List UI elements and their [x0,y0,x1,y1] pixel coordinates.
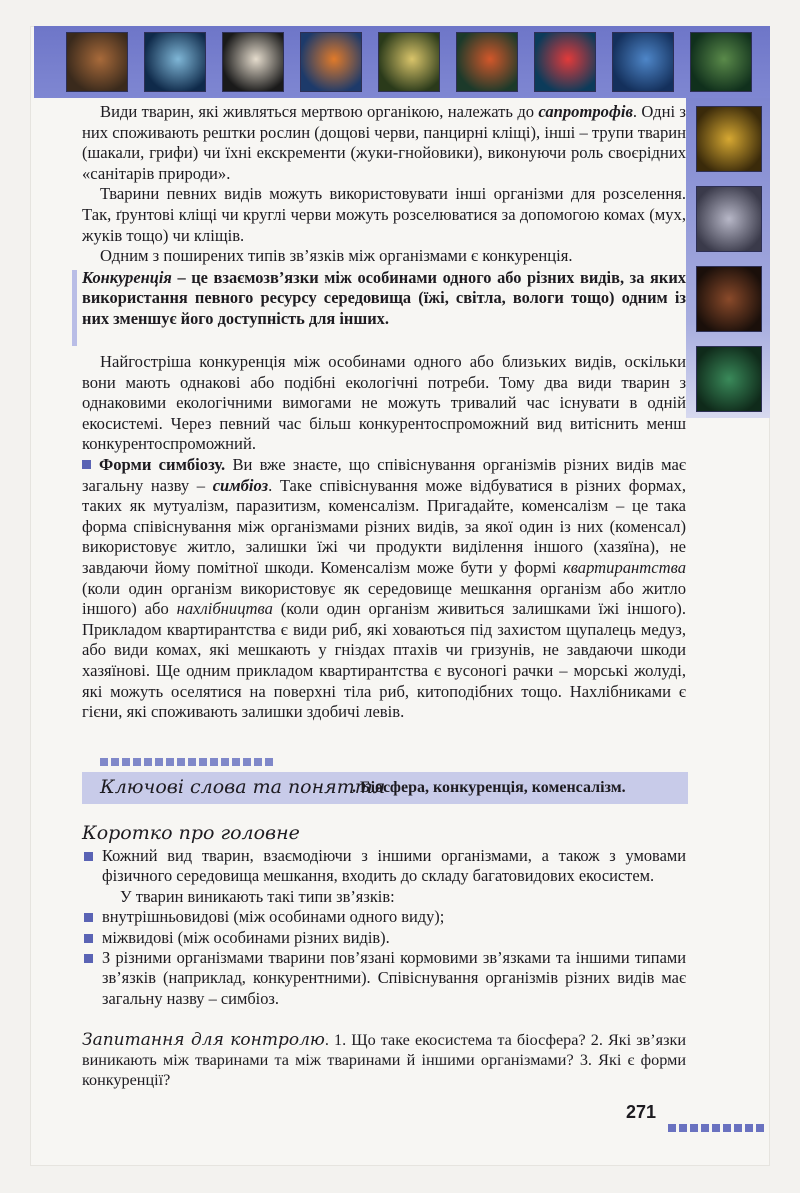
questions-text: . 1. Що таке екосистема та біосфера? 2. Які зв’язки виникають між тваринами та між тваринами й іншими організмами? 3. Які є форми конкуренції? [82,1031,686,1090]
control-questions [82,1030,686,1091]
keywords-decoration [100,758,273,768]
decor-square [254,758,262,766]
decor-square [690,1124,698,1132]
frog-photo [696,346,762,412]
term-saprotrophs: сапротрофів [538,102,633,121]
summary-item: Кожний вид тварин, взаємодіючи з іншими організмами, а також з умовами фізичного середовища мешкання, входить до складу багатовидових екосистем. [82,846,686,887]
decor-square [745,1124,753,1132]
summary-heading: Коротко про головне [82,822,300,844]
decor-square [243,758,251,766]
decor-square [679,1124,687,1132]
square-bullet-icon [84,852,93,861]
main-text-top [82,102,686,267]
decor-square [712,1124,720,1132]
keywords-label: Ключові слова та поняття [100,776,386,798]
square-bullet-icon [84,934,93,943]
questions-label: Запитання для контролю [82,1030,325,1050]
decor-square [166,758,174,766]
decor-square [199,758,207,766]
term-competition: Конкуренція [82,268,172,287]
paragraph-competition-detail: Найгостріша конкуренція між особинами одного або близьких видів, оскільки вони мають однакові або подібні екологічні потреби. Тому два види тварин з однаковими екологічними вимогами не можуть тривалий час існувати в одній екосистемі. Через певний час більш конкурентоспроможний вид витіснить менш конкурентоспроможний. [82,352,686,454]
decor-square [177,758,185,766]
radiolarian-photo [222,32,284,92]
main-text-bottom [82,352,686,723]
decor-square [133,758,141,766]
decor-square [723,1124,731,1132]
bird-photo [696,186,762,252]
summary-item: міжвидові (між особинами різних видів). [82,928,686,948]
decor-square [155,758,163,766]
decor-square [221,758,229,766]
decor-square [265,758,273,766]
decor-square [144,758,152,766]
page-number-decoration [668,1124,764,1132]
decor-square [188,758,196,766]
crab-photo [66,32,128,92]
paragraph-competition-intro: Одним з поширених типів зв’язків між організмами є конкуренція. [100,246,573,266]
reef-fish-photo [534,32,596,92]
square-bullet-icon [84,913,93,922]
decor-square [756,1124,764,1132]
snake-photo [696,106,762,172]
decor-square [701,1124,709,1132]
decor-square [232,758,240,766]
decor-square [734,1124,742,1132]
caterpillar-photo [378,32,440,92]
butterfly-photo [456,32,518,92]
square-bullet-icon [82,460,91,469]
decor-square [100,758,108,766]
insect-photo [696,266,762,332]
decor-square [210,758,218,766]
paragraph-dispersal: Тварини певних видів можуть використовувати інші організми для розселення. Так, ґрунтові кліщі чи круглі черви можуть розселюватися за допомогою комах (мух, жуків тощо) чи кліщів. [82,184,686,245]
summary-list [82,846,686,1009]
seaweed-photo [690,32,752,92]
competition-definition: Конкуренція – це взаємозв’язки між особинами одного або різних видів, за яких використання певного ресурсу середовища (їжі, світла, вологи тощо) одним із них зменшує його доступність для інших. [82,268,686,329]
page-number: 271 [626,1102,657,1122]
definition-marker [72,270,77,346]
summary-item: внутрішньовидові (між особинами одного виду); [82,907,686,927]
decor-square [122,758,130,766]
decor-square [111,758,119,766]
summary-item: З різними організмами тварини пов’язані кормовими зв’язками та іншими типами зв’язків (наприклад, конкурентними). Співіснування організмів різних видів має загальну назву – симбіоз. [82,948,686,1009]
heading-symbiosis-forms: Форми симбіозу. [99,454,226,474]
summary-intro: У тварин виникають такі типи зв’язків: [120,886,395,906]
protozoa-photo [144,32,206,92]
keywords-text: . Біосфера, конкуренція, коменсалізм. [352,779,626,796]
square-bullet-icon [84,954,93,963]
paragraph-symbiosis: Форми симбіозу. Ви вже знаєте, що співіснування організмів різних видів має загальну назву – симбіоз. Таке співіснування може відбуватися в різних формах, таких як мутуалізм, паразитизм, коменсалізм. Пригадайте, коменсалізм – це така форма співіснування між організмами різних видів, за якої один із них (коменсал) використовує житло, залишки їжі чи продукти виділення іншого (хазяїна), не завдаючи йому помітної шкоди. Коменсалізм може бути у формі квартирантства (коли один організм використовує як середовище мешкання організм або житло іншого) або нахлібництва (коли один організм живиться залишками їжі іншого). Прикладом квартирантства є види риб, які ховаються під захистом щупалець медуз, або види комах, які мешкають у гніздах птахів чи гризунів, не завдаючи шкоди хазяїнові. Ще одним прикладом квартирантства є вусоногі рачки – морські жолуді, які можуть оселятися на поверхні тіла риб, китоподібних тощо. Нахлібниками є гієни, які споживають залишки здобичі левів. [82,454,687,722]
coral-photo [300,32,362,92]
paragraph-saprotrophs: Види тварин, які живляться мертвою органікою, належать до сапротрофів. Одні з них споживають рештки рослин (дощові черви, панцирні кліщі), інші – трупи тварин (шакали, грифи) чи їхні екскременти (жуки-гнойовики), виконуючи роль своєрідних «санітарів природи». [82,102,686,183]
fish-photo [612,32,674,92]
decor-square [668,1124,676,1132]
